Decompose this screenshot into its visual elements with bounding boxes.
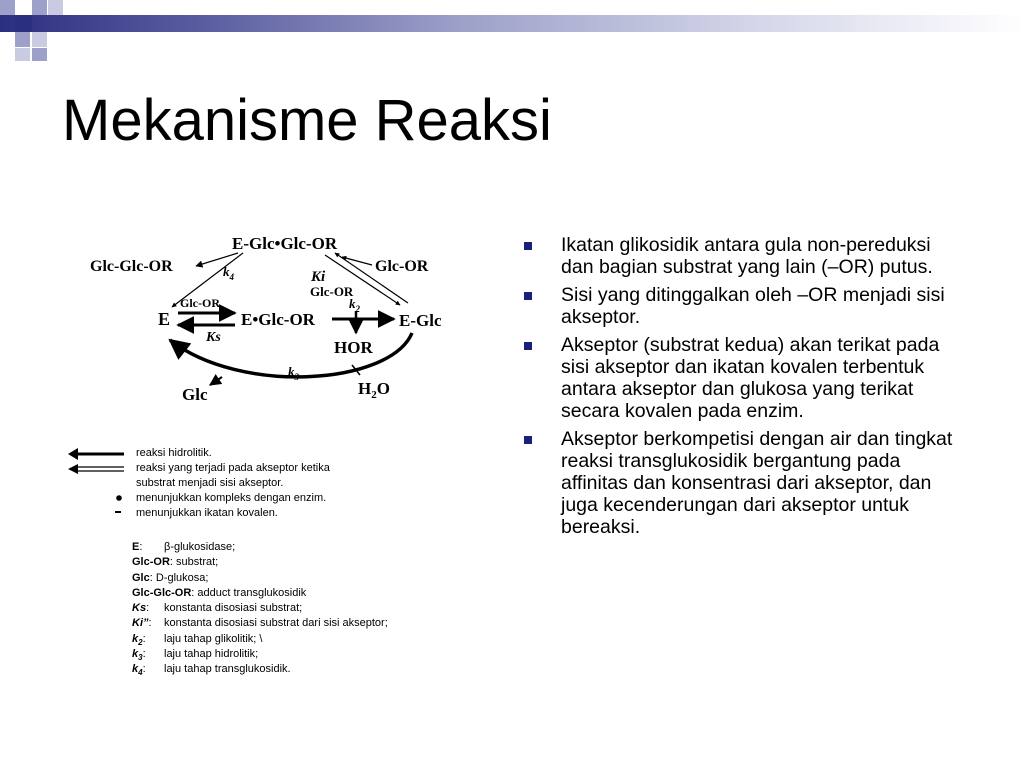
label-e-glc-or: E•Glc-OR <box>241 310 315 329</box>
square-bullet-icon <box>524 436 532 444</box>
definition-row <box>132 662 306 677</box>
bullet-dot-icon <box>66 491 132 506</box>
definition-row <box>132 555 306 570</box>
definition-desc: konstanta disosiasi substrat dari sisi akseptor; <box>164 617 388 630</box>
definition-row <box>132 616 388 631</box>
header-decoration-square <box>15 32 30 47</box>
definition-term: Glc-OR <box>132 556 170 569</box>
bullet-item <box>521 234 961 278</box>
definition-term: k <box>132 663 139 676</box>
bullet-item <box>521 428 961 538</box>
definition-term: k <box>132 648 139 661</box>
definition-sep: : <box>149 571 153 584</box>
definition-term-sub: 3 <box>138 653 143 663</box>
dash-icon <box>66 506 132 521</box>
definition-sep: : <box>142 648 146 661</box>
legend-text: menunjukkan ikatan kovalen. <box>136 507 278 519</box>
definitions-list <box>132 540 388 678</box>
label-glc-or-small: Glc-OR <box>180 296 220 310</box>
definition-desc: konstanta disosiasi substrat; <box>164 602 303 615</box>
label-glc-or-mid: Glc-OR <box>310 284 354 299</box>
header-decoration-square <box>32 48 47 61</box>
header-decoration-square <box>15 48 30 61</box>
definition-sep: : <box>169 556 173 569</box>
slide-title: Mekanisme Reaksi <box>62 88 552 153</box>
header-decoration-square <box>15 15 32 32</box>
definition-sep: : <box>148 617 152 630</box>
header-decoration-square <box>32 32 47 47</box>
arrow-left-icon <box>66 446 132 461</box>
definition-desc: laju tahap transglukosidik. <box>164 663 291 676</box>
bullet-text: Akseptor berkompetisi dengan air dan tingkat reaksi transglukosidik bergantung pada affinitas dan konsentrasi dari akseptor, dan juga kecenderungan dari akseptor untuk bereaksi. <box>561 428 953 538</box>
legend-text: substrat menjadi sisi akseptor. <box>136 477 284 489</box>
definition-term-sub: 4 <box>138 668 143 678</box>
label-e: E <box>158 309 171 329</box>
square-bullet-icon <box>524 342 532 350</box>
definition-term-sub: 2 <box>138 637 143 647</box>
header-gradient-bar <box>0 15 1024 32</box>
bullet-item <box>521 334 961 422</box>
definition-row <box>132 632 306 647</box>
bullet-item <box>521 284 961 328</box>
bullet-text: Akseptor (substrat kedua) akan terikat pada sisi akseptor dan ikatan kovalen terbentuk antara akseptor dan glukosa yang terikat secara kovalen pada enzim. <box>561 334 940 422</box>
label-glc-glc-or: Glc-Glc-OR <box>90 258 173 275</box>
label-k3: $k_3$ <box>288 364 299 382</box>
label-ki: Ki <box>311 269 326 285</box>
label-hor: HOR <box>334 338 373 357</box>
definition-sep: : <box>142 632 146 645</box>
bullet-text: Sisi yang ditinggalkan oleh –OR menjadi sisi akseptor. <box>561 284 945 328</box>
square-bullet-icon <box>524 292 532 300</box>
definition-desc: D-glukosa; <box>155 571 209 584</box>
bullet-text: Ikatan glikosidik antara gula non-pereduksi dan bagian substrat yang lain (–OR) putus. <box>561 234 933 278</box>
label-h2o: $H_2O$ <box>358 379 390 401</box>
definition-sep: : <box>139 541 143 553</box>
definition-row <box>132 540 306 555</box>
definition-sep: : <box>142 663 146 676</box>
header-decoration-square <box>0 0 15 15</box>
legend-text: menunjukkan kompleks dengan enzim. <box>136 492 327 504</box>
definition-desc: laju tahap glikolitik; \ <box>164 632 263 645</box>
definition-term: Glc-Glc-OR <box>132 586 192 599</box>
label-e-glc-glc-or: E-Glc•Glc-OR <box>232 234 338 253</box>
definition-row <box>132 571 306 586</box>
definition-desc: β-glukosidase; <box>164 541 236 553</box>
definition-term: E <box>132 541 140 553</box>
label-glc: Glc <box>182 385 208 404</box>
definition-sep: : <box>191 586 195 599</box>
definition-row <box>132 601 306 616</box>
label-k2: $k_2$ <box>349 296 360 314</box>
definition-desc: adduct transglukosidik <box>197 586 307 599</box>
header-decoration-square <box>48 0 63 15</box>
definition-desc: laju tahap hidrolitik; <box>164 648 259 661</box>
legend-text: reaksi yang terjadi pada akseptor ketika <box>136 462 330 474</box>
square-bullet-icon <box>524 242 532 250</box>
definition-desc: substrat; <box>176 556 219 569</box>
definition-sep: : <box>146 602 150 615</box>
label-ks: Ks <box>206 330 221 345</box>
legend-text: reaksi hidrolitik. <box>136 447 212 459</box>
label-k4: $k_4$ <box>223 264 234 282</box>
label-glc-or-right: Glc-OR <box>375 258 429 275</box>
reaction-mechanism-diagram <box>60 225 460 415</box>
definition-term: Ks <box>132 602 147 615</box>
definition-row <box>132 647 306 662</box>
definition-term: k <box>132 632 139 645</box>
header-decoration-square <box>32 0 47 15</box>
definition-term: Glc <box>132 571 150 584</box>
bullet-list <box>521 234 961 544</box>
hatched-arrow-left-icon <box>66 461 132 476</box>
label-e-glc: E-Glc <box>399 311 442 330</box>
definition-term: Ki” <box>132 617 149 630</box>
definition-row <box>132 586 306 601</box>
